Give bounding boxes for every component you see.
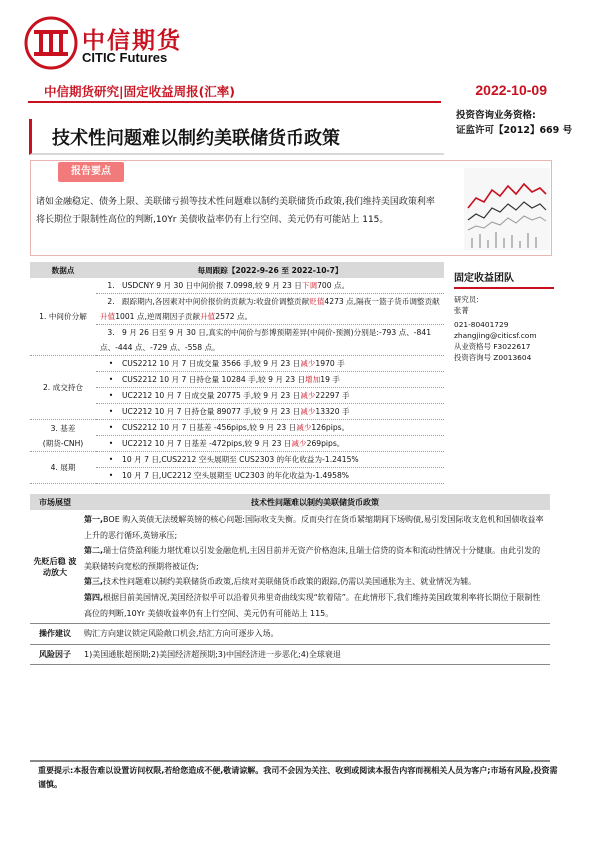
table-header-datapoint: 数据点: [30, 262, 96, 278]
researcher-name: 张菁: [454, 306, 469, 315]
outlook-point: [84, 512, 546, 543]
item-text: 10 月 7 日,UC2212 空头展期至 UC2303 的年化收益为-1.4958%: [122, 471, 350, 480]
item-text: 9 月 26 日至 9 月 30 日,真实的中间价与彭博预期差异(中间价-预测)分别是:-793 点、-841 点、-444 点、-729 点、-558 点。: [100, 328, 432, 352]
change-direction: 升值: [200, 312, 216, 321]
item-text: 2572 点。: [215, 312, 253, 321]
item-text: UC2212 10 月 7 日成交量 20775 手,较 9 月 23 日: [122, 391, 301, 400]
table-row: [30, 356, 444, 372]
group-label-text: 1. 中间价分解: [39, 312, 87, 321]
table-row: [30, 278, 444, 294]
item-text: 700 点。: [317, 281, 350, 290]
item-text: 126pips。: [311, 423, 350, 432]
change-direction: 增加: [305, 375, 321, 384]
change-direction: 减少: [291, 439, 307, 448]
point-text: 技术性问题难以制约美联储货币政策,后续对美联储货币政策的跟踪,仍需以美国通胀为主、就业情况为辅。: [103, 577, 477, 587]
data-table-body: [30, 278, 444, 484]
item-text: 4273 点,隔夜一篮子货币调整贡献: [324, 297, 440, 306]
change-direction: 贬值: [309, 297, 325, 306]
point-text: 瑞士信贷盈利能力堪忧难以引发金融危机,主因目前并无资产价格泡沫,且瑞士信贷的资本和流动性情况十分健康。由此引发的美联储转向宽松的预期将被证伪;: [84, 546, 541, 571]
table-cell: [96, 436, 444, 452]
risk-row: [30, 644, 550, 665]
item-marker: •: [108, 359, 114, 368]
researcher-phone: 021-80401729: [454, 320, 509, 329]
team-heading: 固定收益团队: [454, 269, 554, 289]
researcher-consult-no: 投资咨询号 Z0013604: [454, 353, 532, 362]
decorative-chart-image: [464, 168, 550, 250]
brand-name-en: CITIC Futures: [82, 50, 168, 65]
table-row: [30, 452, 444, 468]
outlook-point: [84, 543, 546, 574]
outlook-points: [80, 510, 550, 624]
researcher-license: 从业资格号 F3022617: [454, 342, 531, 351]
item-text: CUS2212 10 月 7 日基差 -456pips,较 9 月 23 日: [122, 423, 297, 432]
summary-text: 诸如金融稳定、债务上限、美联储亏损等技术性问题难以制约美联储货币政策,我们维持美国政策利率将长期位于限制性高位的判断,10Yr 美债收益率仍有上行空间、美元仍有可能站上 115。: [36, 197, 435, 225]
item-text: CUS2212 10 月 7 日持仓量 10284 手,较 9 月 23 日: [122, 375, 306, 384]
researcher-email: zhangjing@citicsf.com: [454, 331, 537, 340]
item-marker: •: [108, 455, 114, 464]
researcher-label: 研究员:: [454, 295, 479, 304]
strategy-row: [30, 624, 550, 645]
outlook-label: 先贬后稳 波动放大: [30, 510, 80, 624]
data-tracking-table: [30, 262, 444, 484]
table-cell: [96, 404, 444, 420]
license-line-2: 证监许可【2012】669 号: [456, 125, 573, 136]
group-label: [30, 278, 96, 356]
brand-name-cn: 中信期货: [82, 28, 182, 54]
table-cell: [96, 325, 444, 356]
table-cell: [96, 420, 444, 436]
table-cell: [96, 452, 444, 468]
point-lead: 第二,: [84, 546, 104, 556]
table-cell: [96, 388, 444, 404]
license-line-1: 投资咨询业务资格:: [456, 110, 536, 121]
strategy-label: 操作建议: [30, 624, 80, 645]
item-text: CUS2212 10 月 7 日成交量 3566 手,较 9 月 23 日: [122, 359, 301, 368]
item-marker: •: [108, 391, 114, 400]
point-lead: 第一,: [84, 515, 104, 524]
item-text: UC2212 10 月 7 日基差 -472pips,较 9 月 23 日: [122, 439, 292, 448]
outlook-point: [84, 590, 546, 621]
item-text: 269pips。: [306, 439, 345, 448]
outlook-point: [84, 574, 546, 590]
strategy-text: 购汇方向建议锁定风险敞口机会,结汇方向可逐步入场。: [80, 624, 550, 645]
item-marker: 3.: [107, 328, 115, 337]
page-title: 技术性问题难以制约美联储货币政策: [52, 128, 340, 149]
group-label: [30, 356, 96, 420]
group-label: [30, 420, 96, 452]
item-marker: 2.: [107, 297, 115, 306]
change-direction: 减少: [300, 391, 316, 400]
group-sublabel-text: (期货-CNH): [42, 438, 84, 448]
market-outlook-table: [30, 494, 550, 665]
table-cell: [96, 468, 444, 484]
footer-divider: [30, 760, 550, 762]
item-marker: •: [108, 375, 114, 384]
item-marker: •: [108, 423, 114, 432]
report-type: 中信期货研究|固定收益周报(汇率): [44, 84, 235, 99]
table-cell: [96, 356, 444, 372]
table-cell: [96, 372, 444, 388]
summary-tab: 报告要点: [58, 162, 124, 182]
item-text: 1970 手: [315, 359, 345, 368]
group-label-text: 3. 基差: [50, 423, 76, 433]
change-direction: 减少: [296, 423, 312, 432]
change-direction: 减少: [300, 407, 316, 416]
change-direction: 减少: [300, 359, 316, 368]
table-header-weekly: 每周跟踪【2022-9-26 至 2022-10-7】: [96, 262, 444, 278]
license-info: [456, 108, 572, 138]
group-label: [30, 452, 96, 484]
report-date: 2022-10-09: [475, 82, 547, 98]
point-text: 根据目前美国情况,美国经济似乎可以沿着贝弗里奇曲线实现“软着陆”。在此情形下,我们维持美国政策利率将长期位于限制性高位的判断,10Yr 美债收益率仍有上行空间、美元仍有可能站上 115。: [84, 592, 541, 618]
risk-label: 风险因子: [30, 644, 80, 665]
item-text: USDCNY 9 月 30 日中间价报 7.0998,较 9 月 23 日: [122, 281, 302, 290]
market-outlook-row: [30, 510, 550, 624]
item-text: 19 手: [320, 375, 340, 384]
table-row: [30, 420, 444, 436]
item-marker: 1.: [107, 281, 115, 290]
point-lead: 第三,: [84, 577, 104, 587]
point-lead: 第四,: [84, 592, 104, 602]
market-header-row: [30, 494, 550, 510]
team-panel: [454, 269, 554, 363]
market-header-label: 市场展望: [30, 494, 80, 510]
footer-disclaimer: 重要提示:本报告难以设置访问权限,若给您造成不便,敬请谅解。我司不会因为关注、收到或阅读本报告内容而视相关人员为客户;市场有风险,投资需谨慎。: [38, 766, 558, 789]
item-marker: •: [108, 471, 114, 480]
citic-logo-icon: [24, 16, 78, 70]
item-text: 1001 点,逆周期因子贡献: [115, 312, 201, 321]
group-label-text: 2. 成交持仓: [42, 383, 84, 392]
header-divider: [28, 101, 441, 103]
group-label-text: 4. 展期: [50, 463, 76, 472]
table-cell: [96, 294, 444, 325]
market-header-title: 技术性问题难以制约美联储货币政策: [80, 494, 550, 510]
item-marker: •: [108, 439, 114, 448]
item-text: 10 月 7 日,CUS2212 空头展期至 CUS2303 的年化收益为-1.2415%: [122, 455, 359, 464]
change-direction: 下调: [301, 281, 318, 290]
item-marker: •: [108, 407, 114, 416]
risk-text: 1)美国通胀超预期;2)美国经济超预期;3)中国经济进一步恶化;4)全球衰退: [80, 644, 550, 665]
change-direction: 升值: [100, 312, 116, 321]
item-text: UC2212 10 月 7 日持仓量 89077 手,较 9 月 23 日: [122, 407, 301, 416]
item-text: 跟踪期内,各因素对中间价报价的贡献为:收盘价调整贡献: [122, 297, 310, 306]
point-text: BOE 购入英债无法缓解英镑的核心问题:国际收支失衡。反而央行在货币紧缩期间下场购债,易引发国际收支危机和国债收益率上升的恶行循环,英镑承压;: [84, 515, 544, 540]
table-header-row: [30, 262, 444, 278]
item-text: 13320 手: [315, 407, 350, 416]
item-text: 22297 手: [315, 391, 350, 400]
table-cell: [96, 278, 444, 294]
